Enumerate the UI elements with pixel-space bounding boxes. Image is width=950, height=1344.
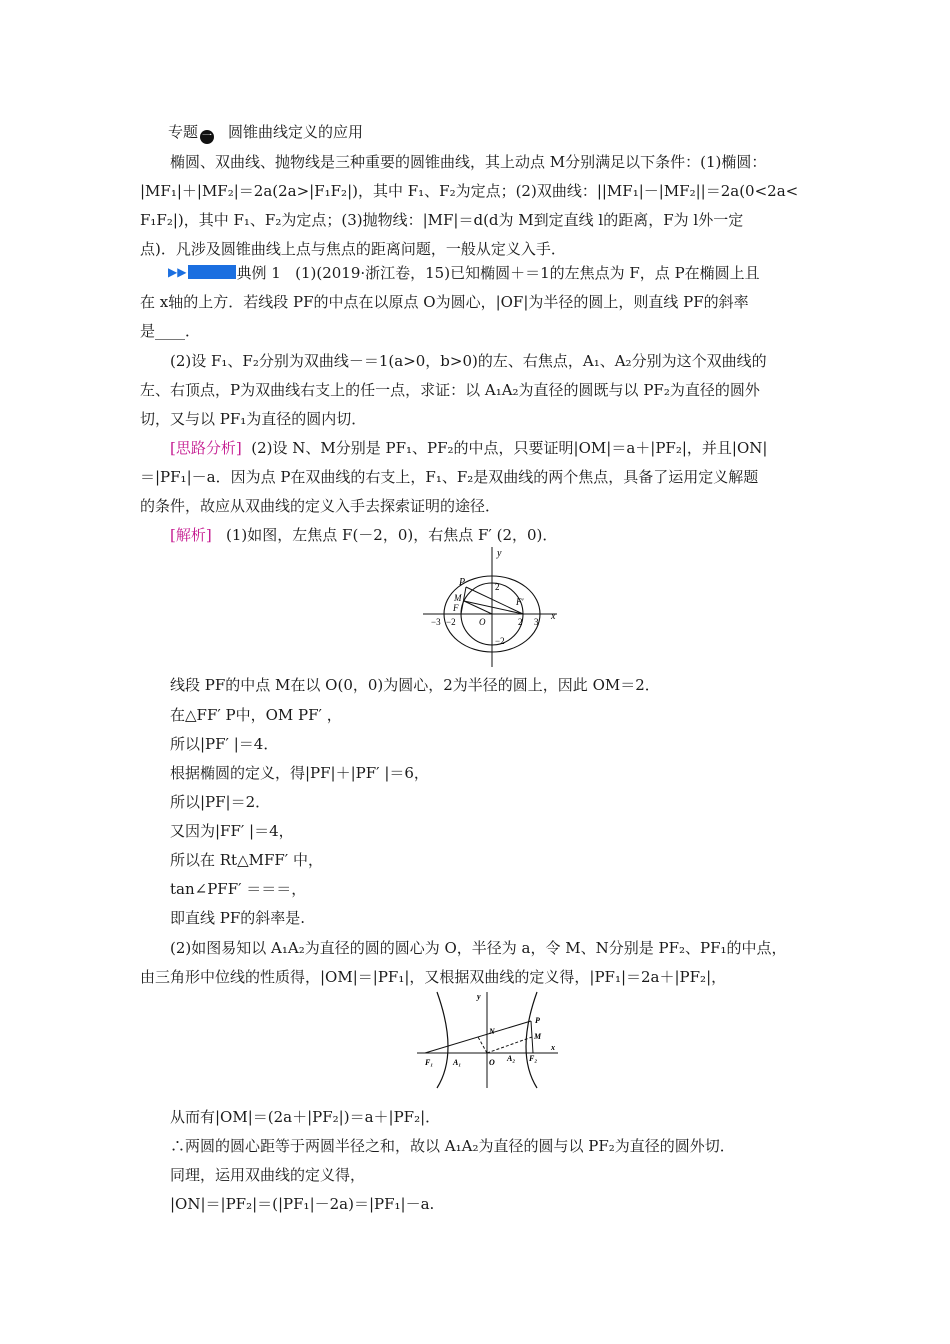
label-f: F <box>453 603 459 613</box>
solution-step: 所以|PF|＝2． <box>170 793 271 811</box>
example-q2-line: (2)设 F₁、F₂分别为双曲线－＝1(a>0，b>0)的左、右焦点，A₁、A₂分别为这个双曲线的 <box>170 352 767 370</box>
intro-line: F₁F₂|)，其中 F₁、F₂为定点；(3)抛物线：|MF|＝d(d为 M到定直线 l的距离，F为 l外一定 <box>140 211 744 229</box>
solution-after-line: 从而有|OM|＝(2a＋|PF₂|)＝a＋|PF₂|． <box>170 1108 441 1126</box>
intro-line: |MF₁|＋|MF₂|＝2a(2a>|F₁F₂|)，其中 F₁、F₂为定点；(2)双曲线：||MF₁|－|MF₂||＝2a(0<2a< <box>140 182 799 200</box>
label-y: y <box>477 992 481 1001</box>
example-q1-line: 在 x轴的上方．若线段 PF的中点在以原点 O为圆心，|OF|为半径的圆上，则直线 PF的斜率 <box>140 293 749 311</box>
solution-step: 根据椭圆的定义，得|PF|＋|PF′ |＝6， <box>170 764 429 782</box>
segment-on <box>478 1037 487 1053</box>
solution-step: 即直线 PF的斜率是. <box>170 909 306 927</box>
intro-line: 点)．凡涉及圆锥曲线上点与焦点的距离问题，一般从定义入手． <box>140 240 566 258</box>
tick-3: 3 <box>534 617 539 627</box>
ellipse-figure <box>415 545 565 670</box>
example-q2-line: 左、右顶点，P为双曲线右支上的任一点，求证：以 A₁A₂为直径的圆既与以 PF₂为直径的圆外 <box>140 381 760 399</box>
solution-part2-line: (2)如图易知以 A₁A₂为直径的圆的圆心为 O，半径为 a，令 M、N分别是 PF₂、PF₁的中点， <box>170 939 787 957</box>
double-arrow-icon: ▶▶ <box>168 265 187 279</box>
solution-step: 所以|PF′ |＝4． <box>170 735 279 753</box>
segment-om <box>487 1037 532 1053</box>
solution-step: 所以在 Rt△MFF′ 中， <box>170 851 323 869</box>
tick-2-right: 2 <box>518 617 523 627</box>
analysis-tag: [思路分析] <box>170 439 242 457</box>
solution-step: tan∠PFF′ ＝＝＝， <box>170 880 307 898</box>
solution-after-line: ∴两圆的圆心距等于两圆半径之和，故以 A₁A₂为直径的圆与以 PF₂为直径的圆外切． <box>170 1137 735 1155</box>
tick-2-top: 2 <box>495 582 500 592</box>
label-y: y <box>497 548 502 559</box>
section-prefix: 专题 <box>168 123 199 141</box>
solution-step: 又因为|FF′ |＝4， <box>170 822 294 840</box>
solution-step: 线段 PF的中点 M在以 O(0，0)为圆心，2为半径的圆上，因此 OM＝2． <box>170 676 660 694</box>
label-fprime: F′ <box>516 597 524 607</box>
solution-part2-line: 由三角形中位线的性质得，|OM|＝|PF₁|，又根据双曲线的定义得，|PF₁|＝2a＋|PF₂|， <box>140 968 727 986</box>
hyperbola-left-branch <box>437 992 448 1088</box>
analysis-line: 的条件，故应从双曲线的定义入手去探索证明的途径． <box>140 497 501 515</box>
label-f2: F₂ <box>529 1054 538 1063</box>
section-number-badge: 一 <box>202 131 213 142</box>
example-q2-line: 切，又与以 PF₁为直径的圆内切． <box>140 410 367 428</box>
solution-line <box>170 525 850 545</box>
label-o: O <box>479 617 486 627</box>
segment-fp <box>461 587 466 614</box>
hyperbola-figure <box>415 990 565 1090</box>
intro-line: 椭圆、双曲线、抛物线是三种重要的圆锥曲线，其上动点 M分别满足以下条件：(1)椭圆： <box>170 153 767 171</box>
example-q1-line: (1)(2019·浙江卷，15)已知椭圆＋＝1的左焦点为 F，点 P在椭圆上且 <box>295 264 760 282</box>
analysis-line <box>170 438 850 458</box>
segment-om <box>464 601 492 614</box>
segment-mfprime <box>464 601 523 614</box>
label-p: P <box>535 1016 540 1025</box>
solution-tag: [解析] <box>170 526 212 544</box>
example-marker-bar <box>188 265 236 279</box>
label-f1: F₁ <box>425 1058 434 1067</box>
label-n: N <box>489 1027 495 1036</box>
solution-after-line: 同理，运用双曲线的定义得， <box>170 1166 366 1184</box>
label-x: x <box>551 1043 555 1052</box>
label-m: M <box>454 593 462 603</box>
section-heading <box>168 122 848 144</box>
analysis-line: ＝|PF₁|－a．因为点 P在双曲线的右支上，F₁、F₂是双曲线的两个焦点，具备了运用定义解题 <box>140 468 759 486</box>
label-o: O <box>489 1058 495 1067</box>
solution-first: (1)如图，左焦点 F(－2，0)，右焦点 F′ (2，0)． <box>226 526 558 544</box>
section-title: 圆锥曲线定义的应用 <box>228 123 364 141</box>
label-a1: A₁ <box>453 1058 462 1067</box>
tick-minus2-bottom: −2 <box>495 636 505 646</box>
example-header <box>168 262 848 282</box>
label-a2: A₂ <box>507 1054 516 1063</box>
tick-minus3: −3 <box>431 617 441 627</box>
example-q1-line: 是____． <box>140 322 201 340</box>
example-label: 典例 1 <box>236 264 281 282</box>
label-m: M <box>534 1032 542 1041</box>
label-x: x <box>551 611 556 622</box>
tick-minus2: −2 <box>446 617 456 627</box>
solution-step: 在△FF′ P中，OM PF′ ， <box>170 706 342 724</box>
solution-after-line: |ON|＝|PF₂|＝(|PF₁|－2a)＝|PF₁|－a. <box>170 1195 435 1213</box>
label-p: P <box>459 577 466 588</box>
analysis-text: (2)设 N、M分别是 PF₁、PF₂的中点，只要证明|OM|＝a＋|PF₂|，并且|ON| <box>251 439 768 457</box>
